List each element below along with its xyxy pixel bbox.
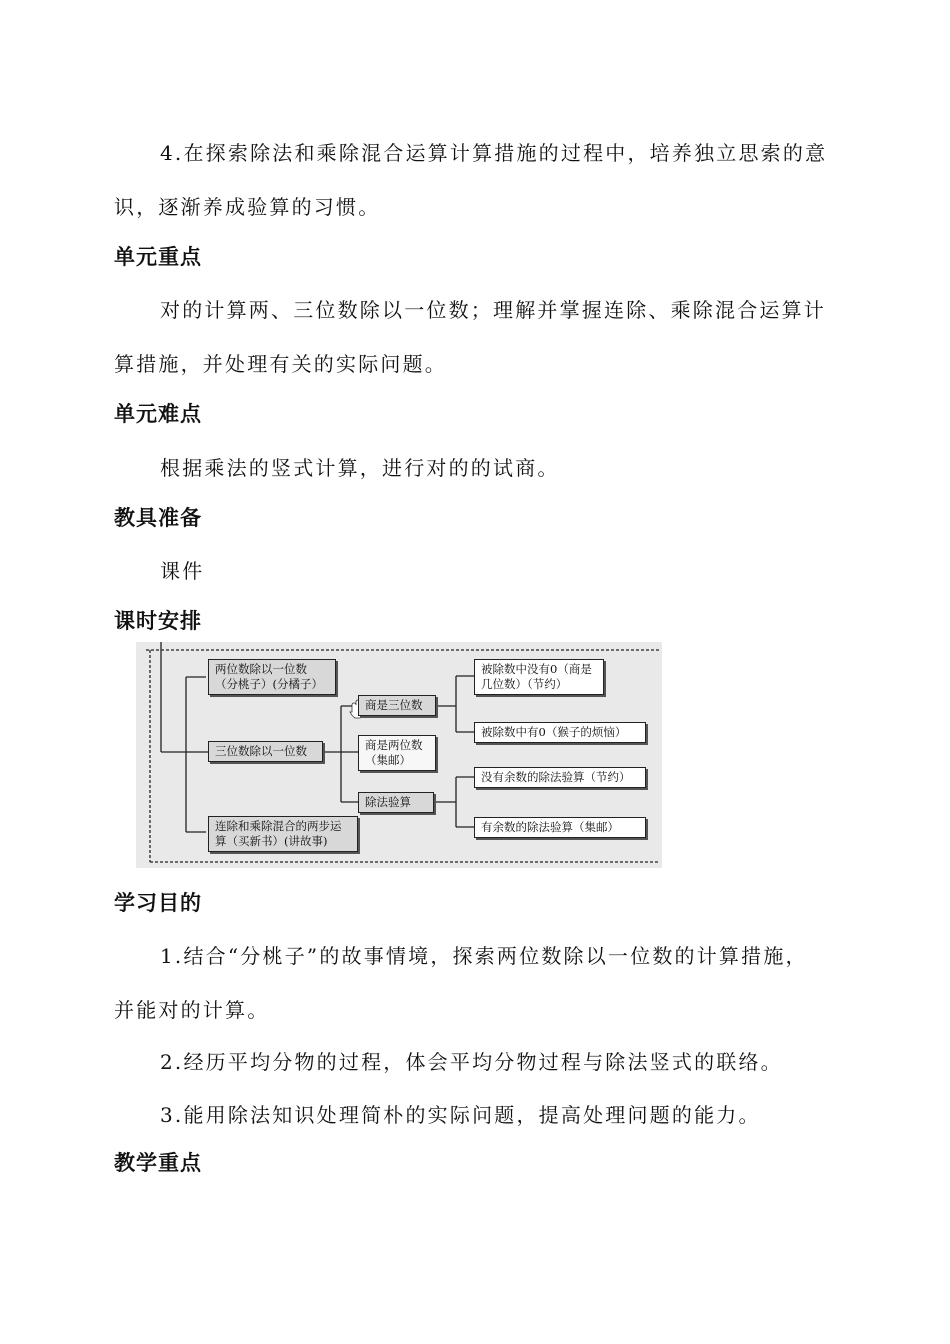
learning-goal1-line2: 并能对的计算。 — [114, 998, 270, 1022]
unit-key-line2: 算措施，并处理有关的实际问题。 — [114, 352, 447, 376]
box-dividend-has-zero — [474, 722, 646, 743]
box-mixed-line1: 连除和乘除混合的两步运 — [215, 819, 342, 833]
box-three-digit-label: 三位数除以一位数 — [215, 744, 307, 758]
schedule-diagram — [136, 642, 662, 868]
learning-goals-heading: 学习目的 — [114, 891, 202, 915]
box-division-check — [358, 792, 434, 813]
box-mixed-line2: 算（买新书）(讲故事) — [215, 834, 328, 848]
goal4-line2: 识，逐渐养成验算的习惯。 — [114, 195, 381, 219]
box-mixed-operations — [208, 816, 358, 852]
teaching-tools-line1: 课件 — [160, 559, 205, 583]
goal4-line1: 4.在探索除法和乘除混合运算计算措施的过程中，培养独立思索的意 — [160, 141, 828, 165]
teaching-key-heading: 教学重点 — [114, 1151, 202, 1175]
box-no-remainder-check — [474, 767, 646, 788]
box-dividend-no-zero — [474, 659, 604, 695]
box-two-digit-line1: 两位数除以一位数 — [215, 662, 307, 676]
unit-difficulty-line1: 根据乘法的竖式计算，进行对的的试商。 — [160, 456, 560, 480]
box-no-zero-line1: 被除数中没有0（商是 — [481, 662, 592, 676]
box-two-digit-line2: （分桃子）(分橘子） — [215, 677, 323, 691]
learning-goal1-line1: 1.结合“分桃子”的故事情境，探索两位数除以一位数的计算措施， — [160, 944, 808, 968]
unit-key-heading: 单元重点 — [114, 245, 202, 269]
schedule-heading: 课时安排 — [114, 609, 202, 633]
box-quotient-two-line2: （集邮） — [365, 753, 411, 767]
unit-difficulty-heading: 单元难点 — [114, 402, 202, 426]
box-with-remainder-check — [474, 817, 646, 838]
box-two-digit-division — [208, 659, 336, 695]
box-no-remainder-label: 没有余数的除法验算（节约） — [481, 770, 631, 784]
box-no-zero-line2: 几位数）（节约） — [481, 677, 568, 691]
box-quotient-two-line1: 商是两位数 — [365, 738, 423, 752]
box-quotient-two-digit — [358, 735, 436, 771]
learning-goal3: 3.能用除法知识处理简朴的实际问题，提高处理问题的能力。 — [160, 1103, 761, 1127]
unit-key-line1: 对的计算两、三位数除以一位数；理解并掌握连除、乘除混合运算计 — [160, 298, 826, 322]
box-three-digit-division — [208, 741, 323, 762]
learning-goal2: 2.经历平均分物的过程，体会平均分物过程与除法竖式的联络。 — [160, 1050, 783, 1074]
box-with-remainder-label: 有余数的除法验算（集邮） — [481, 820, 619, 834]
box-quotient-three-label: 商是三位数 — [365, 698, 423, 712]
box-has-zero-label: 被除数中有0（猴子的烦恼） — [481, 725, 627, 739]
box-division-check-label: 除法验算 — [365, 795, 411, 809]
box-quotient-three-digit — [358, 695, 436, 716]
teaching-tools-heading: 教具准备 — [114, 506, 202, 530]
